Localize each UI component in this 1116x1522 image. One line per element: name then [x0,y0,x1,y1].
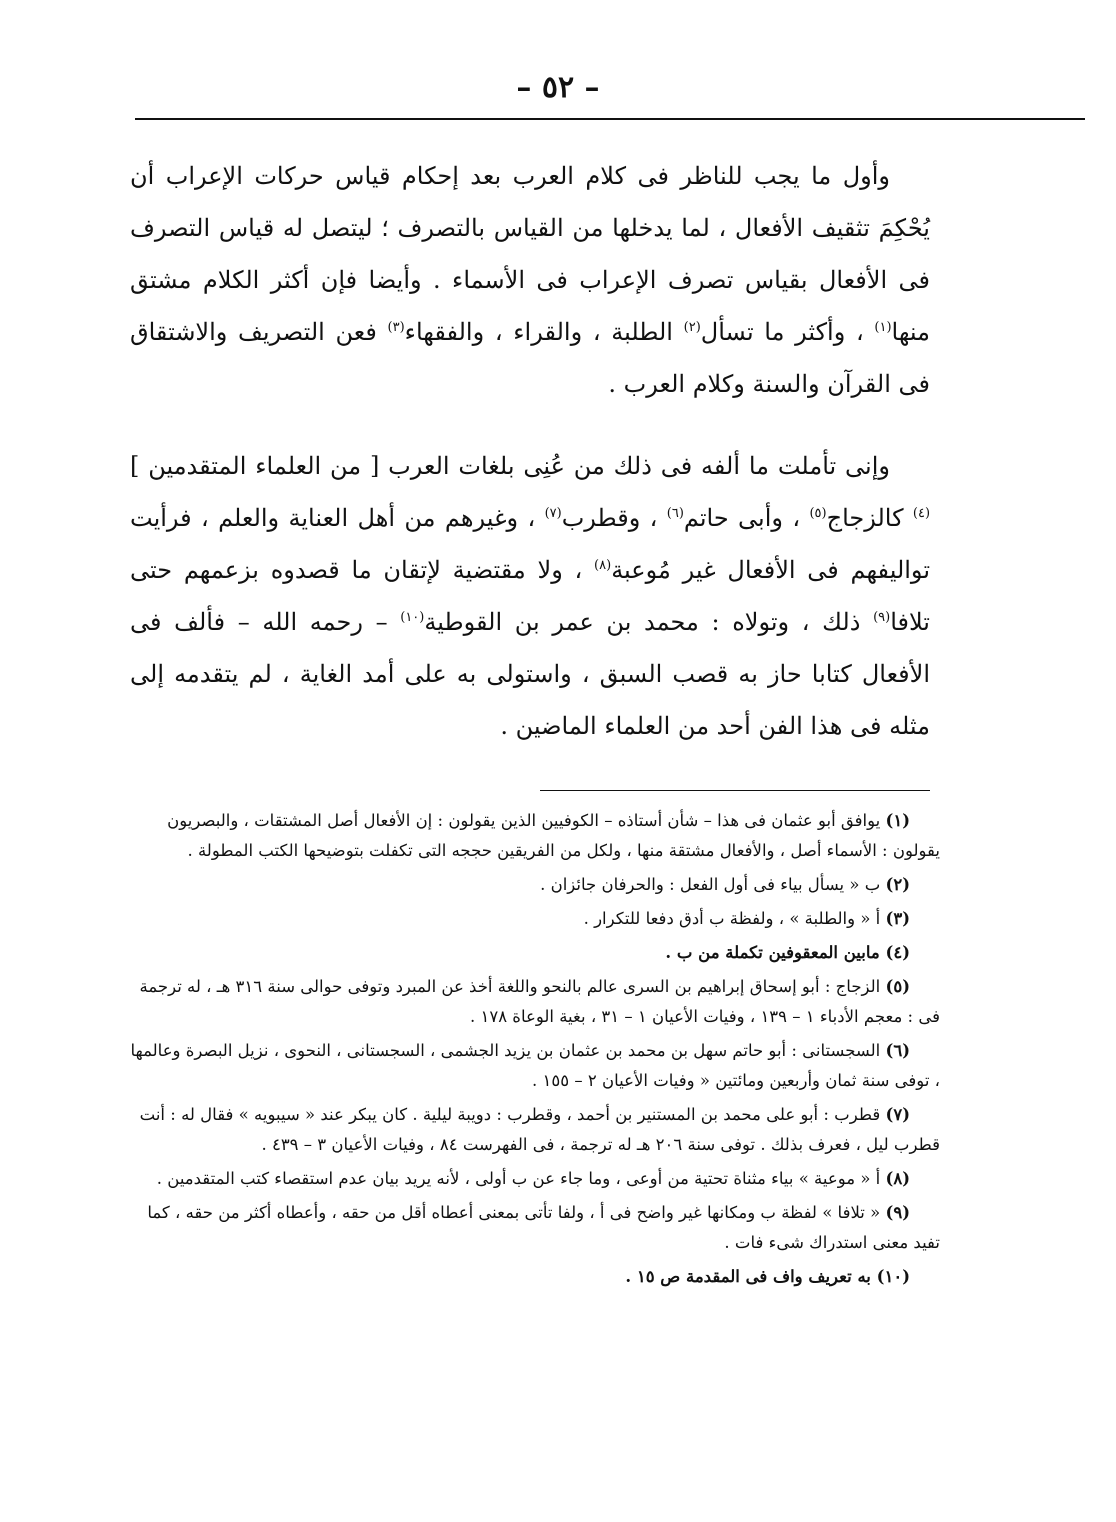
paragraph-text: ، ولا مقتضية لإتقان ما قصدوه بزعمهم حتى تلافا [130,556,930,636]
paragraph-text: ذلك ، وتولاه : محمد بن عمر بن القوطية [424,608,874,636]
footnote [130,1164,940,1194]
footnote-ref: (٤) [912,506,931,521]
page-number: – ٥٢ – [516,70,600,105]
footnote-ref: (٧) [544,506,562,521]
footnote-text: قطرب : أبو على محمد بن المستنير بن أحمد ، وقطرب : دويبة ليلية . كان يبكر عند « سيبويه » فقال له : أنت قطرب ليل ، فعرف بذلك . توفى سنة ٢٠٦ هـ له ترجمة ، فى الفهرست ٨٤ ، وفيات الأعيان ٣ – ٤٣٩ . [139,1105,940,1154]
paragraph-text: ، وقطرب [561,504,667,532]
footnote-number: (١٠) [876,1267,910,1286]
footnote-number: (٩) [885,1203,910,1222]
footnote-text: « تلافا » لفظة ب ومكانها غير واضح فى أ ، ولفا تأتى بمعنى أعطاه أقل من حقه ، وأعطاه أكثر من حقه ، كما تفيد معنى استدراك شىء فات . [147,1203,940,1252]
footnote-ref: (٩) [873,610,891,625]
paragraph-text: الطلبة ، والقراء ، والفقهاء [404,318,684,346]
footnote-number: (٦) [885,1041,910,1060]
footnote-ref: (٢) [683,320,701,335]
footnote [130,904,940,934]
paragraph-text: ، وأبى حاتم [683,504,810,532]
footnote-number: (١) [885,811,910,830]
paragraph-text: وأول ما يجب للناظر فى كلام العرب بعد إحكام قياس حركات الإعراب أن يُحْكِمَ تثقيف الأفعال ، لما يدخلها من القياس بالتصرف ؛ ليتصل له قياس التصرف فى الأفعال بقياس تصرف الإعراب فى الأسماء . وأيضا فإن أكثر الكلام مشتق منها [130,162,931,346]
footnote-ref: (١٠) [400,610,425,625]
footnote-number: (٧) [885,1105,910,1124]
footnote-number: (٨) [885,1169,910,1188]
footnote [130,1262,940,1292]
footnote [130,1100,940,1160]
paragraph-1 [130,150,930,410]
header-rule [135,118,1085,120]
footnote-text: مابين المعقوفين تكملة من ب . [665,943,880,962]
footnote [130,938,940,968]
footnote-number: (٣) [885,909,910,928]
footnote-number: (٥) [885,977,910,996]
footnote-text: الزجاج : أبو إسحاق إبراهيم بن السرى عالم بالنحو واللغة أخذ عن المبرد وتوفى حوالى سنة ٣١٦ هـ ، له ترجمة فى : معجم الأدباء ١ – ١٣٩ ، وفيات الأعيان ١ – ٣١ ، بغية الوعاة ١٧٨ . [139,977,940,1026]
paragraph-text: – رحمه الله – فألف فى الأفعال كتابا حاز به قصب السبق ، واستولى به على أمد الغاية ، لم يتقدمه إلى مثله فى هذا الفن أحد من العلماء الماضين . [130,608,930,740]
paragraph-text: فعن التصريف والاشتقاق فى القرآن والسنة وكلام العرب . [130,318,930,398]
paragraph-text: وإنى تأملت ما ألفه فى ذلك من عُنِى بلغات العرب [ من العلماء المتقدمين ] [130,452,890,480]
footnote [130,870,940,900]
footnote-text: أ « موعية » بياء مثناة تحتية من أوعى ، وما جاء عن ب أولى ، لأنه يريد بيان عدم استقصاء كتب المتقدمين . [156,1169,881,1188]
footnote [130,972,940,1032]
paragraph-text: كالزجاج [826,504,913,532]
footnote-ref: (١) [874,320,892,335]
footnote-ref: (٣) [387,320,405,335]
footnotes [130,806,940,1296]
footnote-separator [540,790,930,791]
paragraph-text: ، وأكثر ما تسأل [700,318,875,346]
footnote [130,806,940,866]
paragraph-2 [130,440,930,752]
footnote-text: يوافق أبو عثمان فى هذا – شأن أستاذه – الكوفيين الذين يقولون : إن الأفعال أصل المشتقات ، والبصريون يقولون : الأسماء أصل ، والأفعال مشتقة منها ، ولكل من الفريقين حججه التى تكفلت بتوضيحها الكتب المطولة . [167,811,940,860]
paragraph-text: ، وغيرهم من أهل العناية والعلم ، فرأيت تواليفهم فى الأفعال غير مُوعبة [130,504,930,584]
footnote-text: السجستانى : أبو حاتم سهل بن محمد بن عثمان بن يزيد الجشمى ، السجستانى ، النحوى ، نزيل البصرة وعالمها ، توفى سنة ثمان وأربعين ومائتين « وفيات الأعيان ٢ – ١٥٥ . [130,1041,940,1090]
footnote-ref: (٨) [594,558,612,573]
footnote-text: ب « يسأل بياء فى أول الفعل : والحرفان جائزان . [540,875,881,894]
footnote-ref: (٥) [809,506,827,521]
footnote [130,1036,940,1096]
footnote-text: به تعريف واف فى المقدمة ص ١٥ . [625,1267,871,1286]
footnote [130,1198,940,1258]
footnote-number: (٤) [885,943,910,962]
footnote-ref: (٦) [666,506,684,521]
footnote-text: أ « والطلبة » ، ولفظة ب أدق دفعا للتكرار . [583,909,881,928]
footnote-number: (٢) [885,875,910,894]
